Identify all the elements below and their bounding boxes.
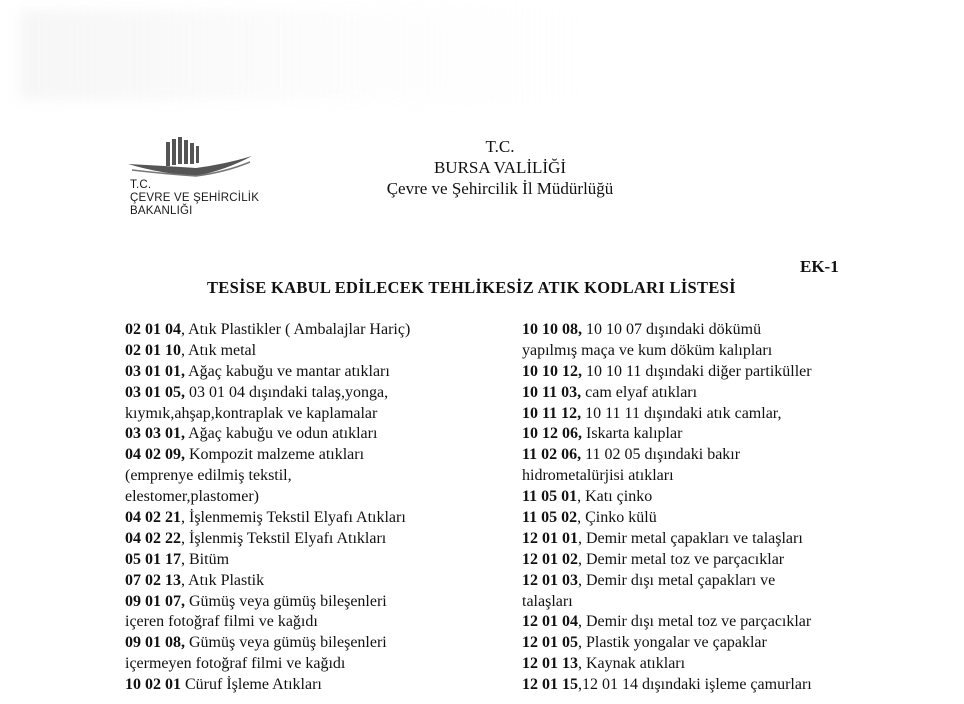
waste-code-line bbox=[522, 383, 952, 404]
waste-code-line bbox=[522, 362, 952, 383]
waste-code-line bbox=[125, 487, 495, 508]
waste-description: , Kaynak atıkları bbox=[578, 655, 686, 673]
waste-code: 09 01 07, bbox=[125, 592, 185, 610]
waste-code-line bbox=[522, 550, 952, 571]
waste-description: talaşları bbox=[522, 592, 573, 610]
waste-code: 10 10 08, bbox=[522, 321, 582, 338]
waste-code: 12 01 05 bbox=[522, 634, 578, 652]
waste-code-line bbox=[125, 675, 495, 696]
header-governorship: BURSA VALİLİĞİ bbox=[433, 158, 567, 177]
waste-code-line bbox=[522, 529, 952, 550]
waste-code: 12 01 15 bbox=[522, 676, 578, 694]
waste-code: 11 05 01 bbox=[522, 488, 578, 506]
waste-code-line bbox=[522, 445, 952, 466]
waste-description: Cüruf İşleme Atıkları bbox=[181, 676, 322, 694]
waste-description: Gümüş veya gümüş bileşenleri bbox=[185, 634, 387, 652]
waste-code-line bbox=[125, 633, 495, 654]
waste-code-line bbox=[522, 675, 952, 696]
waste-code: 12 01 01 bbox=[522, 529, 578, 547]
waste-code-line bbox=[125, 383, 495, 404]
waste-description: , İşlenmiş Tekstil Elyafı Atıkları bbox=[181, 529, 387, 547]
waste-code-line bbox=[125, 592, 495, 613]
header-directorate: Çevre ve Şehircilik İl Müdürlüğü bbox=[386, 179, 614, 198]
waste-code-line bbox=[125, 571, 495, 592]
waste-description: Iskarta kalıplar bbox=[582, 425, 683, 443]
waste-code: 09 01 08, bbox=[125, 634, 185, 652]
waste-code: 10 11 03, bbox=[522, 383, 582, 401]
left-waste-code-column bbox=[125, 320, 495, 696]
waste-code: 10 02 01 bbox=[125, 676, 181, 694]
waste-code: 03 03 01, bbox=[125, 425, 185, 443]
waste-description: , Atık metal bbox=[181, 341, 257, 359]
waste-code: 11 05 02 bbox=[522, 509, 578, 527]
waste-code: 10 10 12, bbox=[522, 362, 582, 380]
waste-code: 03 01 05, bbox=[125, 383, 185, 401]
waste-code-line bbox=[522, 341, 952, 362]
waste-description: , Demir metal çapakları ve talaşları bbox=[578, 529, 803, 547]
waste-code: 12 01 04 bbox=[522, 613, 578, 631]
logo-caption bbox=[130, 179, 259, 218]
waste-code-line bbox=[522, 424, 952, 445]
logo-line-ministry: ÇEVRE VE ŞEHİRCİLİK bbox=[130, 192, 260, 204]
waste-description: , Atık Plastik bbox=[181, 571, 265, 589]
waste-description: ,12 01 14 dışındaki işleme çamurları bbox=[578, 676, 812, 694]
logo-line-tc: T.C. bbox=[130, 179, 152, 191]
waste-code-line bbox=[125, 550, 495, 571]
waste-code: 02 01 10 bbox=[125, 341, 181, 359]
waste-code-line bbox=[522, 508, 952, 529]
annex-label: EK-1 bbox=[800, 257, 839, 276]
waste-description: 10 10 11 dışındaki diğer partiküller bbox=[582, 362, 812, 380]
waste-description: , Demir metal toz ve parçacıklar bbox=[578, 550, 785, 568]
waste-description: içermeyen fotoğraf filmi ve kağıdı bbox=[125, 655, 346, 673]
waste-code: 05 01 17 bbox=[125, 550, 181, 568]
waste-code-line bbox=[522, 404, 952, 425]
waste-code-line bbox=[125, 654, 495, 675]
waste-code-line bbox=[522, 592, 952, 613]
waste-description: elestomer,plastomer) bbox=[125, 488, 259, 506]
waste-description: , Katı çinko bbox=[577, 488, 653, 506]
document-title: TESİSE KABUL EDİLECEK TEHLİKESİZ ATIK KODLARI LİSTESİ bbox=[207, 278, 736, 297]
waste-code: 04 02 09, bbox=[125, 446, 185, 464]
logo-line-bakanligi: BAKANLIĞI bbox=[130, 205, 193, 217]
document-header bbox=[350, 136, 650, 199]
waste-code-line bbox=[125, 404, 495, 425]
waste-code-line bbox=[522, 466, 952, 487]
waste-code-line bbox=[125, 445, 495, 466]
waste-description: Ağaç kabuğu ve odun atıkları bbox=[185, 425, 378, 443]
waste-code-line bbox=[125, 362, 495, 383]
waste-description: Gümüş veya gümüş bileşenleri bbox=[185, 592, 387, 610]
header-tc: T.C. bbox=[485, 137, 515, 156]
waste-code: 10 12 06, bbox=[522, 425, 582, 443]
waste-code: 03 01 01, bbox=[125, 362, 185, 380]
waste-code-line bbox=[125, 424, 495, 445]
waste-code: 02 01 04 bbox=[125, 321, 181, 338]
waste-code-line bbox=[125, 529, 495, 550]
waste-code-line bbox=[522, 571, 952, 592]
waste-description: kıymık,ahşap,kontraplak ve kaplamalar bbox=[125, 404, 378, 422]
waste-description: , Çinko külü bbox=[577, 509, 657, 527]
waste-code-line bbox=[125, 466, 495, 487]
waste-description: 10 10 07 dışındaki dökümü bbox=[582, 321, 762, 338]
right-waste-code-column bbox=[522, 320, 952, 696]
waste-code-line bbox=[522, 612, 952, 633]
waste-code: 10 11 12, bbox=[522, 404, 582, 422]
waste-code-line bbox=[522, 320, 952, 341]
waste-code-line bbox=[522, 654, 952, 675]
waste-code: 12 01 13 bbox=[522, 655, 578, 673]
waste-description: 10 11 11 dışındaki atık camlar, bbox=[581, 404, 782, 422]
waste-description: (emprenye edilmiş tekstil, bbox=[125, 467, 292, 485]
waste-description: Kompozit malzeme atıkları bbox=[185, 446, 365, 464]
waste-code: 11 02 06, bbox=[522, 446, 582, 464]
waste-description: , İşlenmemiş Tekstil Elyafı Atıkları bbox=[181, 509, 406, 527]
waste-description: , Demir dışı metal çapakları ve bbox=[578, 571, 776, 589]
waste-description: yapılmış maça ve kum döküm kalıpları bbox=[522, 341, 773, 359]
waste-code-line bbox=[125, 320, 495, 341]
waste-description: , Atık Plastikler ( Ambalajlar Hariç) bbox=[181, 321, 411, 338]
waste-description: Ağaç kabuğu ve mantar atıkları bbox=[185, 362, 390, 380]
waste-code: 12 01 03 bbox=[522, 571, 578, 589]
waste-code: 04 02 22 bbox=[125, 529, 181, 547]
waste-code-line bbox=[125, 341, 495, 362]
ministry-logo bbox=[126, 134, 266, 224]
waste-code-line bbox=[125, 508, 495, 529]
waste-code-line bbox=[522, 487, 952, 508]
waste-description: 03 01 04 dışındaki talaş,yonga, bbox=[185, 383, 389, 401]
waste-description: 11 02 05 dışındaki bakır bbox=[581, 446, 741, 464]
waste-description: içeren fotoğraf filmi ve kağıdı bbox=[125, 613, 318, 631]
ministry-logo-icon bbox=[126, 134, 256, 184]
waste-code-line bbox=[125, 612, 495, 633]
scan-background-smudge bbox=[20, 10, 580, 100]
waste-description: hidrometalürjisi atıkları bbox=[522, 467, 674, 485]
waste-code: 04 02 21 bbox=[125, 509, 181, 527]
waste-code: 07 02 13 bbox=[125, 571, 181, 589]
waste-description: , Demir dışı metal toz ve parçacıklar bbox=[578, 613, 812, 631]
waste-code: 12 01 02 bbox=[522, 550, 578, 568]
waste-description: cam elyaf atıkları bbox=[581, 383, 698, 401]
waste-description: , Bitüm bbox=[181, 550, 230, 568]
waste-code-line bbox=[522, 633, 952, 654]
waste-description: , Plastik yongalar ve çapaklar bbox=[578, 634, 767, 652]
